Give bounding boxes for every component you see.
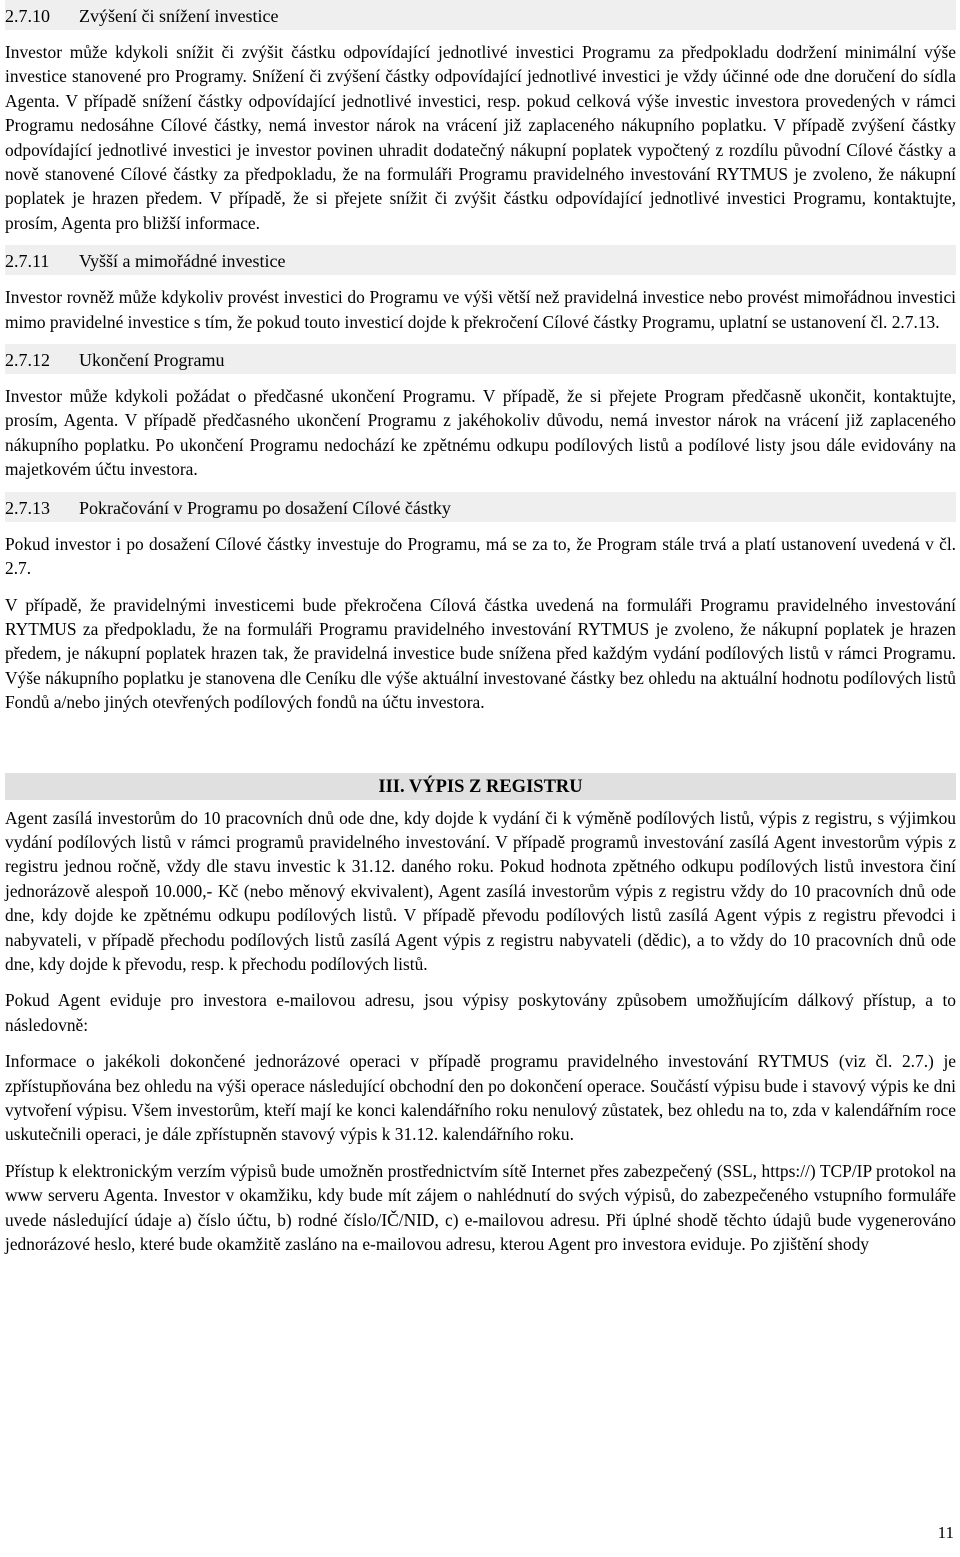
section-heading xyxy=(5,492,956,522)
paragraph: Přístup k elektronickým verzím výpisů bude umožněn prostřednictvím sítě Internet přes zabezpečený (SSL, https://) TCP/IP protokol na www serveru Agenta. Investor v okamžiku, kdy bude mít zájem o nahlédnutí do svých výpisů, do zabezpečeného vstupního formuláře uvede následující údaje a) číslo účtu, b) rodné číslo/IČ/NID, c) e-mailovou adresu. Při úplné shodě těchto údajů bude vygenerováno jednorázové heslo, které bude okamžitě zasláno na e-mailovou adresu, kterou Agent pro investora eviduje. Po zjištění shody xyxy=(5,1160,956,1255)
section-title: Pokračování v Programu po dosažení Cílové částky xyxy=(79,497,451,518)
paragraph: Pokud investor i po dosažení Cílové částky investuje do Programu, má se za to, že Program stále trvá a platí ustanovení uvedená v čl. 2.7. xyxy=(5,533,956,579)
section-title: Vyšší a mimořádné investice xyxy=(79,251,286,272)
section-heading xyxy=(5,344,956,374)
paragraph: Pokud Agent eviduje pro investora e-mailovou adresu, jsou výpisy poskytovány způsobem umožňujícím dálkový přístup, a to následovně: xyxy=(5,990,956,1035)
section-number: 2.7.10 xyxy=(5,6,50,26)
paragraph: V případě, že pravidelnými investicemi bude překročena Cílová částka uvedená na formuláři Programu pravidelného investování RYTMUS za předpokladu, že na formuláři Programu pravidelného investování RYTMUS je zvoleno, že nákupní poplatek je hrazen předem, je nákupní poplatek hrazen tak, že pravidelná investice bude snížena před každým vydání podílových listů v rámci Programu. Výše nákupního poplatku je stanovena dle Ceníku dle výše aktuální investované částky bez ohledu na aktuální hodnotu podílových listů Fondů a/nebo jiných otevřených podílových fondů na účtu investora. xyxy=(5,594,956,713)
section-number: 2.7.13 xyxy=(5,497,50,518)
paragraph: Agent zasílá investorům do 10 pracovních dnů ode dne, kdy dojde k vydání či k výměně podílových listů, výpis z registru, s výjimkou vydání podílových listů v rámci programů pravidelného investování. V případě programů investování zasílá Agent investorům výpis z registru jednou ročně, vždy dle stavu investic k 31.12. daného roku. Pokud hodnota zpětného odkupu podílových listů investora činí jednorázově alespoň 10.000,- Kč (nebo měnový ekvivalent), Agent zasílá investorům výpis z registru vždy do 10 pracovních dnů ode dne, kdy dojde ke zpětnému odkupu podílových listů. V případě převodu podílových listů zasílá Agent výpis z registru převodci i nabyvateli, v případě přechodu podílových listů zasílá Agent výpis z registru nabyvateli (dědic), a to vždy do 10 pracovních dnů ode dne, kdy dojde k převodu, resp. k přechodu podílových listů. xyxy=(5,807,956,974)
section-heading xyxy=(5,0,956,30)
section-heading xyxy=(5,245,956,275)
paragraph: Investor může kdykoli snížit či zvýšit částku odpovídající jednotlivé investici Programu za předpokladu dodržení minimální výše investice stanovené pro Programy. Snížení či zvýšení částky odpovídající jednotlivé investici je vždy účinné ode dne doručení do sídla Agenta. V případě snížení částky odpovídající jednotlivé investici, resp. pokud celková výše investic investora provedených v rámci Programu nedosáhne Cílové částky, nemá investor nárok na vrácení již zaplaceného nákupního poplatku. V případě zvýšení částky odpovídající jednotlivé investici je investor povinen uhradit dodatečný nákupní poplatek vypočtený z rozdílu původní Cílové částky a nově stanovené Cílové částky za předpokladu, že na formuláři Programu pravidelného investování RYTMUS je zvoleno, že nákupní poplatek je hrazen předem. V případě, že si přejete snížit či zvýšit částku odpovídající jednotlivé investici Programu, kontaktujte, prosím, Agenta pro bližší informace. xyxy=(5,42,956,233)
section-title: Zvýšení či snížení investice xyxy=(79,6,279,26)
page-number: 11 xyxy=(937,1523,954,1542)
section-number: 2.7.11 xyxy=(5,251,50,272)
section-number: 2.7.12 xyxy=(5,350,50,371)
paragraph: Investor může kdykoli požádat o předčasné ukončení Programu. V případě, že si přejete Program předčasně ukončit, kontaktujte, prosím, Agenta. V případě předčasného ukončení Programu z jakéhokoliv důvodu, nemá investor nárok na vrácení již zaplaceného nákupního poplatku. Po ukončení Programu nedochází ke zpětnému odkupu podílových listů a podílové listy jsou dále evidovány na majetkovém účtu investora. xyxy=(5,386,956,480)
section-title: Ukončení Programu xyxy=(79,350,225,371)
paragraph: Investor rovněž může kdykoliv provést investici do Programu ve výši větší než pravidelná investice nebo provést mimořádnou investici mimo pravidelné investice s tím, že pokud touto investicí dojde k překročení Cílové částky Programu, uplatní se ustanovení čl. 2.7.13. xyxy=(5,287,956,332)
chapter-heading: III. VÝPIS Z REGISTRU xyxy=(5,773,956,800)
paragraph: Informace o jakékoli dokončené jednorázové operaci v případě programu pravidelného investování RYTMUS (viz čl. 2.7.) je zpřístupňována bez ohledu na výši operace následující obchodní den po dokončení operace. Součástí výpisu bude i stavový výpis ke dni vytvoření výpisu. Všem investorům, kteří mají ke konci kalendářního roku nenulový zůstatek, bez ohledu na to, zda v kalendářním roce uskutečnili operaci, je dále zpřístupněn stavový výpis k 31.12. kalendářního roku. xyxy=(5,1051,956,1145)
document-page xyxy=(5,0,956,1256)
